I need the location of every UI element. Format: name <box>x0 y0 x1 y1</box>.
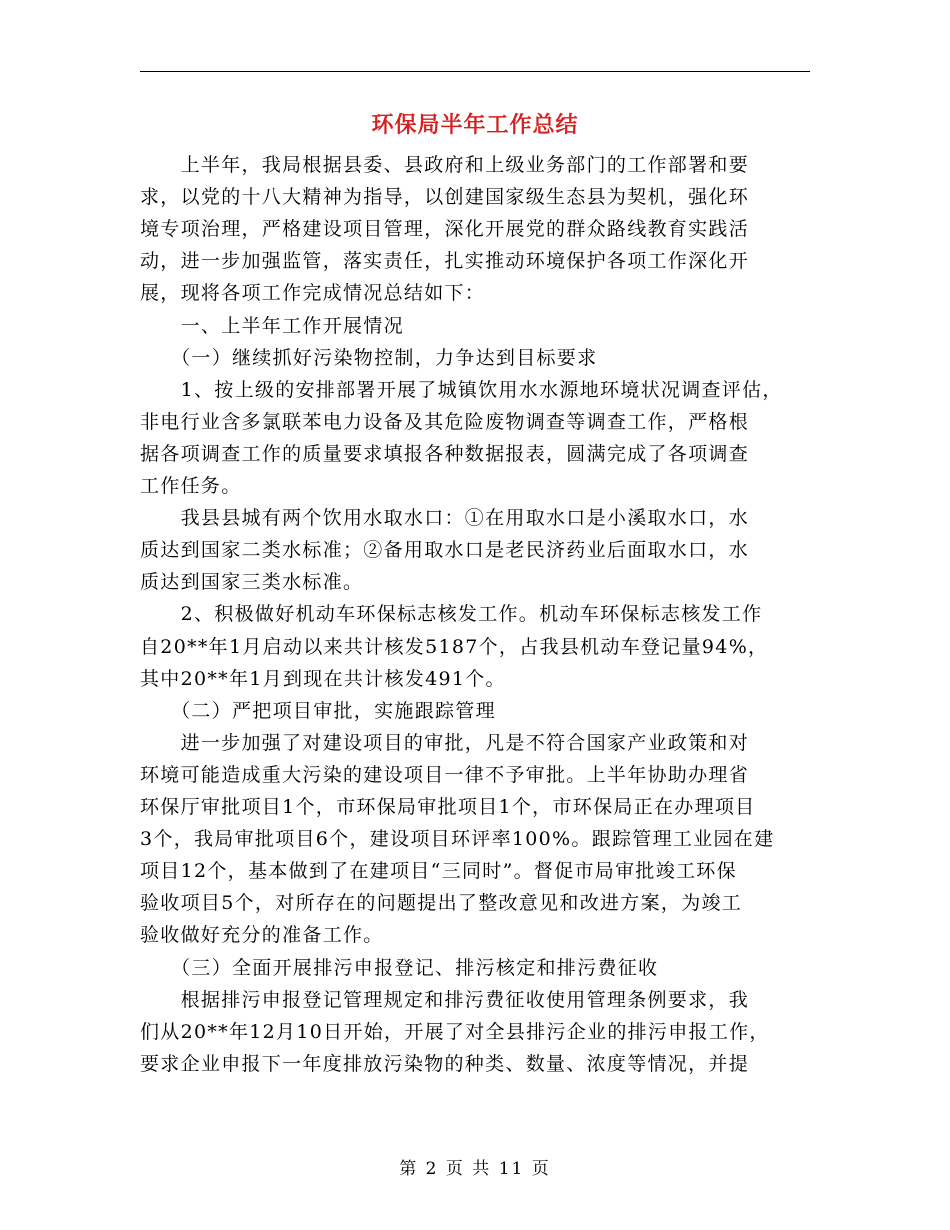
text-line: 工作任务。 <box>140 475 242 497</box>
header-rule <box>140 71 810 72</box>
text-line: （一）继续抓好污染物控制，力争达到目标要求 <box>140 346 598 369</box>
text-line: 我县县城有两个饮用水取水口：①在用取水口是小溪取水口，水 <box>140 507 750 530</box>
text-line: （三）全面开展排污申报登记、排污核定和排污费征收 <box>140 956 659 979</box>
text-line: 1、按上级的安排部署开展了城镇饮用水水源地环境状况调查评估， <box>140 378 783 401</box>
text-line: 其中20**年1月到现在共计核发491个。 <box>140 667 506 690</box>
text-line: 环保厅审批项目1个，市环保局审批项目1个，市环保局正在办理项目 <box>140 796 756 818</box>
text-line: （二）严把项目审批，实施跟踪管理 <box>140 699 496 722</box>
text-line: 环境可能造成重大污染的建设项目一律不予审批。上半年协助办理省 <box>140 763 750 786</box>
text-line: 2、积极做好机动车环保标志核发工作。机动车环保标志核发工作 <box>140 603 763 626</box>
text-line: 根据排污申报登记管理规定和排污费征收使用管理条例要求，我 <box>140 988 750 1011</box>
text-line: 动，进一步加强监管，落实责任，扎实推动环境保护各项工作深化开 <box>140 250 750 273</box>
document-title: 环保局半年工作总结 <box>371 113 579 138</box>
text-line: 验收做好充分的准备工作。 <box>140 924 384 947</box>
text-line: 3个，我局审批项目6个，建设项目环评率100%。跟踪管理工业园在建 <box>140 828 775 851</box>
text-line: 求，以党的十八大精神为指导，以创建国家级生态县为契机，强化环 <box>140 186 750 209</box>
text-line: 非电行业含多氯联苯电力设备及其危险废物调查等调查工作，严格根 <box>140 410 750 433</box>
text-line: 自20**年1月启动以来共计核发5187个，占我县机动车登记量94%， <box>140 635 769 658</box>
text-line: 要求企业申报下一年度排放污染物的种类、数量、浓度等情况，并提 <box>140 1052 750 1075</box>
text-line: 验收项目5个，对所存在的问题提出了整改意见和改进方案，为竣工 <box>140 892 743 915</box>
text-line: 质达到国家二类水标准；②备用取水口是老民济药业后面取水口，水 <box>140 539 750 562</box>
text-line: 质达到国家三类水标准。 <box>140 571 364 594</box>
text-line: 一、上半年工作开展情况 <box>140 314 404 337</box>
text-line: 展，现将各项工作完成情况总结如下： <box>140 282 486 305</box>
text-line: 项目12个，基本做到了在建项目“三同时”。督促市局审批竣工环保 <box>140 860 737 883</box>
page-footer: 第 2 页 共 11 页 <box>399 1159 551 1179</box>
text-line: 们从20**年12月10日开始，开展了对全县排污企业的排污申报工作， <box>140 1020 770 1043</box>
text-line: 境专项治理，严格建设项目管理，深化开展党的群众路线教育实践活 <box>140 218 750 241</box>
text-line: 上半年，我局根据县委、县政府和上级业务部门的工作部署和要 <box>140 154 750 176</box>
text-line: 进一步加强了对建设项目的审批，凡是不符合国家产业政策和对 <box>140 731 750 754</box>
text-line: 据各项调查工作的质量要求填报各种数据报表，圆满完成了各项调查 <box>140 442 750 465</box>
